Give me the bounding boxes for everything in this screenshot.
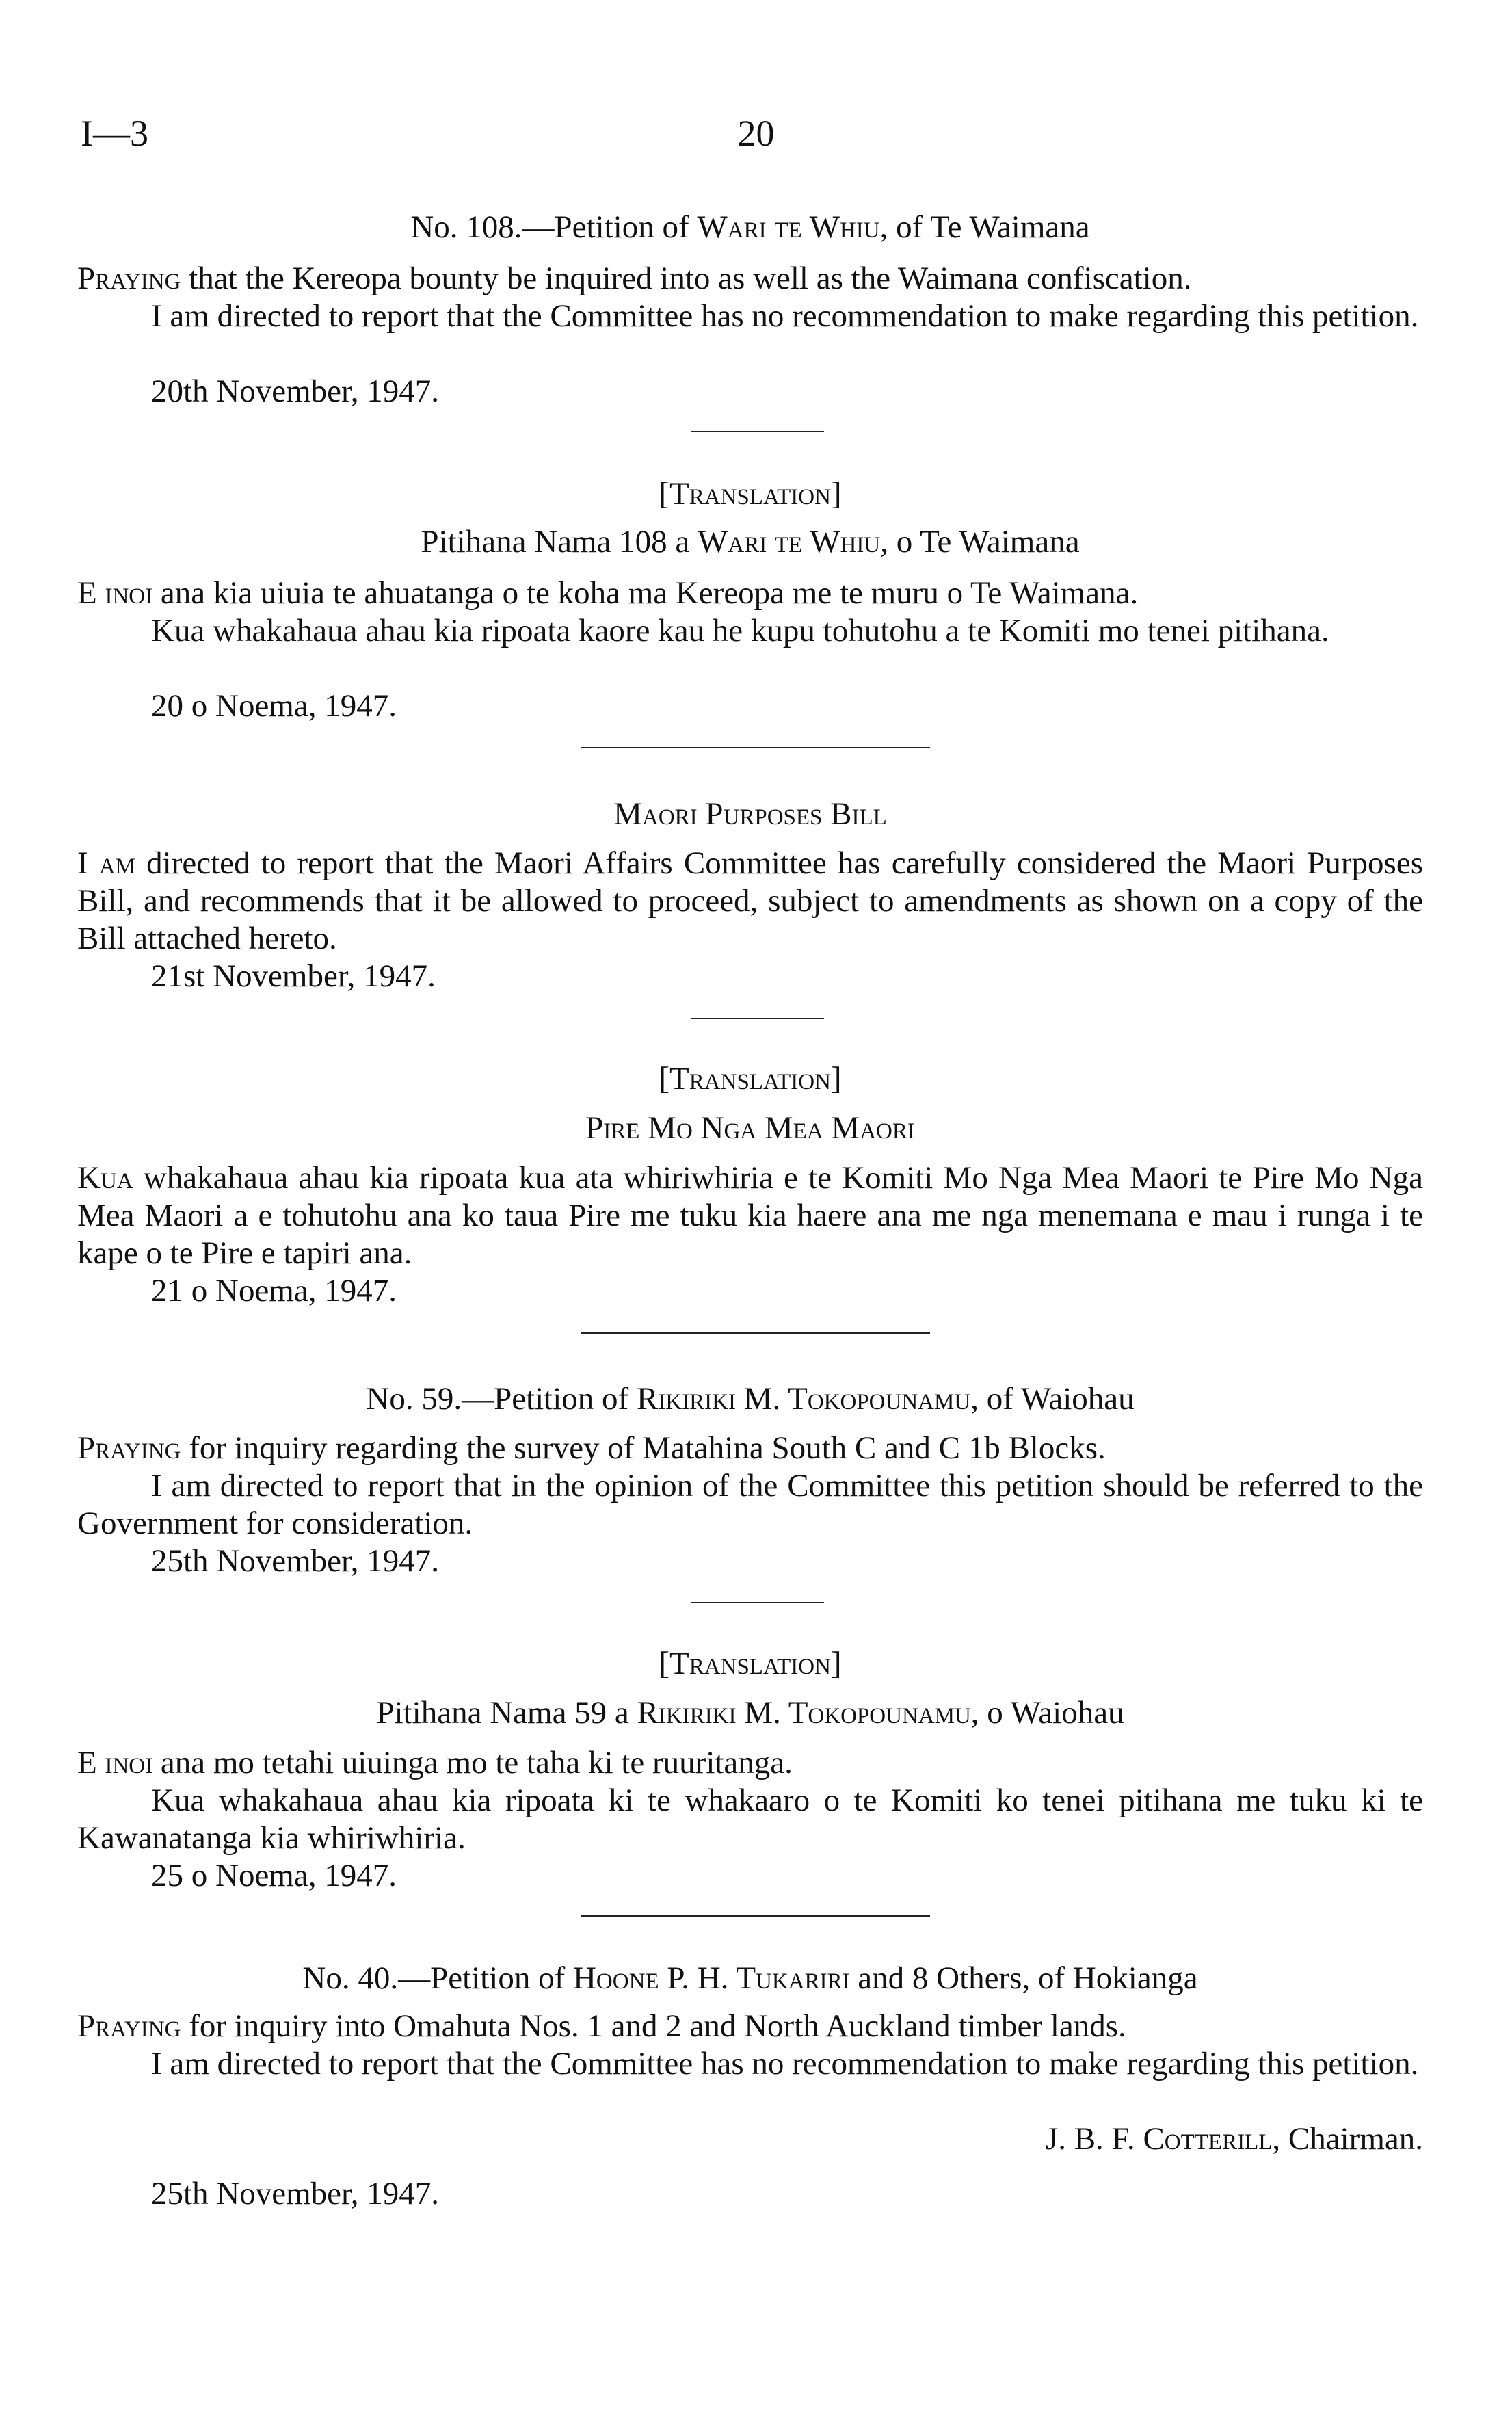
section-divider [691,431,824,432]
petition-108-praying: Praying that the Kereopa bounty be inquired into as well as the Waimana confiscation. [77,261,1192,296]
pitihana-108-date: 20 o Noema, 1947. [151,688,397,724]
petition-59-heading: No. 59.—Petition of Rikiriki M. Tokopounamu, of Waiohau [366,1381,1135,1417]
pitihana-59-ripoata: Kua whakahaua ahau kia ripoata ki te whakaaro o te Komiti ko tenei pitihana me tuku ki te Kawanatanga kia whiriwhiria. [77,1783,1423,1856]
pitihana-108-inoi: E inoi ana kia uiuia te ahuatanga o te koha ma Kereopa me te muru o Te Waimana. [77,575,1139,611]
section-divider [691,1018,824,1019]
pitihana-59-date: 25 o Noema, 1947. [151,1858,397,1893]
petition-40-date: 25th November, 1947. [151,2176,440,2211]
chairman-signature: J. B. F. Cotterill, Chairman. [1045,2121,1423,2157]
pire-date: 21 o Noema, 1947. [151,1273,397,1309]
petition-108-heading: No. 108.—Petition of Wari te Whiu, of Te Waimana [410,209,1090,245]
document-reference: I—3 [81,113,148,154]
translation-label: [Translation] [659,1061,842,1096]
page-number: 20 [737,113,775,154]
maori-purposes-bill-heading: Maori Purposes Bill [613,796,887,832]
pire-report: Kua whakahaua ahau kia ripoata kua ata whiriwhiria e te Komiti Mo Nga Mea Maori te Pire Mo Nga Mea Maori a e tohutohu ana ko taua Pire me tuku kia haere ana me nga menemana e mau i runga i te kape o te Pire e tapiri ana. [77,1160,1423,1271]
petition-40-report: I am directed to report that the Committee has no recommendation to make regarding this petition. [151,2046,1419,2081]
translation-label: [Translation] [659,1646,842,1681]
petition-108-date: 20th November, 1947. [151,373,440,409]
petition-40-heading: No. 40.—Petition of Hoone P. H. Tukariri and 8 Others, of Hokianga [302,1960,1198,1996]
pitihana-108-heading: Pitihana Nama 108 a Wari te Whiu, o Te Waimana [421,524,1080,560]
petition-59-praying: Praying for inquiry regarding the survey of Matahina South C and C 1b Blocks. [77,1430,1106,1466]
translation-label: [Translation] [659,476,842,512]
petitioner-name: Wari te Whiu [697,209,880,245]
pitihana-108-ripoata: Kua whakahaua ahau kia ripoata kaore kau he kupu tohutohu a te Komiti mo tenei pitihana. [151,613,1329,648]
maori-purposes-bill-report: I am directed to report that the Maori Affairs Committee has carefully considered the Maori Purposes Bill, and recommends that it be allowed to proceed, subject to amendments as shown on a copy of the Bill attached hereto. [77,845,1423,956]
petition-108-report: I am directed to report that the Committee has no recommendation to make regarding this petition. [151,298,1419,334]
pitihana-59-inoi: E inoi ana mo tetahi uiuinga mo te taha ki te ruuritanga. [77,1745,793,1780]
petition-59-date: 25th November, 1947. [151,1543,440,1579]
pire-heading: Pire Mo Nga Mea Maori [585,1110,915,1146]
section-divider [581,1915,930,1917]
maori-purposes-bill-date: 21st November, 1947. [151,958,436,994]
petition-59-report: I am directed to report that in the opinion of the Committee this petition should be referred to the Government for consideration. [77,1468,1423,1541]
pitihana-59-heading: Pitihana Nama 59 a Rikiriki M. Tokopounamu, o Waiohau [376,1695,1124,1731]
section-divider [691,1602,824,1603]
section-divider [581,747,930,748]
section-divider [581,1332,930,1334]
petition-40-praying: Praying for inquiry into Omahuta Nos. 1 and 2 and North Auckland timber lands. [77,2008,1126,2044]
